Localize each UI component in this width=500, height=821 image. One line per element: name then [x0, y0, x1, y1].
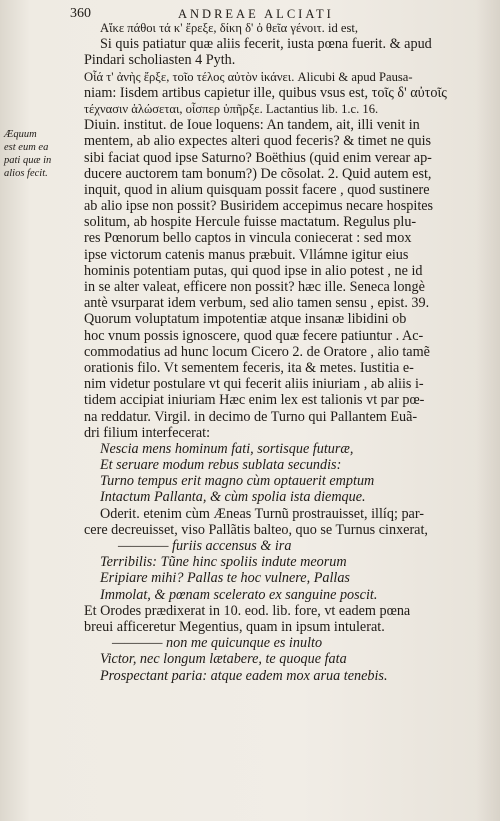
text-line: tidem accipiat iniuriam Hæc enim lex est talionis vt par pœ- [84, 392, 425, 409]
text-line: Et Orodes prædixerat in 10. eod. lib. fore, vt eadem pœna [84, 602, 411, 619]
text-line: Αἴκε πάθοι τά κ' ἔρεξε, δίκη δ' ὀ θεῖα γένοιτ. id est, [100, 21, 359, 35]
text-line: ab alio ipse non possit? Busiridem accepimus necare hospites [84, 198, 434, 215]
text-line: sibi faciat quod ipse Saturno? Boëthius (quid enim verear ap- [84, 149, 432, 166]
margin-note-line: Æquum [4, 129, 37, 140]
text-line: hoc vnum possis ignoscere, quod quæ fecere patiuntur . Ac- [84, 327, 424, 344]
text-line: inquit, quod in alium quisquam possit facere , quod sustinere [84, 181, 430, 198]
margin-note-line: est eum ea [4, 142, 49, 153]
text-line: Diuin. institut. de Ioue loquens: An tandem, ait, illi venit in [84, 117, 420, 134]
margin-note-line: alios fecit. [4, 168, 48, 179]
text-line: dri filium interfecerat: [84, 424, 211, 441]
text-line: Terribilis: Tũne hinc spoliis indute meorum [100, 554, 347, 571]
text-line: ipse victorum catenis manus præbuit. Vllámne igitur eius [84, 246, 409, 263]
text-line: cere decreuisset, viso Pallãtis balteo, quo se Turnus cinxerat, [84, 521, 428, 538]
running-head: ANDREAE ALCIATI [178, 7, 334, 21]
text-line: Pindari scholiasten 4 Pyth. [84, 52, 236, 69]
text-line: in se alter valeat, efficere non possit? hæc ille. Seneca longè [84, 279, 425, 295]
text-block [84, 20, 476, 684]
text-line: Quorum voluptatum impotentiæ atque insanæ libidini ob [84, 311, 407, 328]
text-line: Victor, nec longum lætabere, te quoque fata [100, 651, 347, 668]
text-line: mentem, ab alio expectes alteri quod feceris? & timet ne quis [84, 133, 432, 150]
text-line: Immolat, & pœnam scelerato ex sanguine poscit. [100, 586, 378, 603]
text-line: Et seruare modum rebus sublata secundis: [100, 457, 342, 474]
text-line: Si quis patiatur quæ aliis fecerit, iusta pœna fuerit. & apud [100, 36, 432, 53]
text-line: solitum, ab hospite Hercule fuisse mactatum. Regulus plu- [84, 214, 417, 231]
margin-note-line: pati quæ in [4, 155, 52, 166]
text-line: hominis potentiam putas, qui quod ipse in alio potest , ne id [84, 262, 423, 279]
margin-note [4, 128, 66, 180]
text-line: Turno tempus erit magno cùm optauerit emptum [100, 473, 375, 490]
text-line: Nescia mens hominum fati, sortisque futuræ, [100, 440, 354, 457]
text-line: Eripiare mihi? Pallas te hoc vulnere, Pallas [100, 570, 350, 587]
text-line: τέχνασιν ἁλώσεται, οἷσπερ ὑπῆρξε. Lactantius lib. 1.c. 16. [84, 101, 379, 116]
text-line: Oderit. etenim cùm Æneas Turnũ prostrauisset, illíq; par- [100, 505, 425, 522]
facing-page-bleed [476, 0, 500, 821]
text-line: res Pœnorum bello captos in vincula coniecerat : sed mox [84, 230, 412, 247]
text-line: Prospectant paria: atque eadem mox arua tenebis. [100, 667, 388, 684]
text-line: breui afficeretur Megentius, quam in ipsum intulerat. [84, 618, 385, 635]
text-line: na reddatur. Virgil. in decimo de Turno qui Pallantem Euã- [84, 408, 418, 425]
text-line: commodatius ad hunc locum Cicero 2. de Oratore , alio tamẽ [84, 343, 430, 360]
text-line: antè vsurparat idem verbum, sed alio tamen sensu , epist. 39. [84, 295, 430, 312]
text-line: ———— furiis accensus & ira [118, 538, 292, 554]
text-line: ———— non me quicunque es inulto [112, 635, 323, 652]
text-line: Οἷά τ' ἀνὴς ἔρξε, τοῖο τέλος αὐτὸν ἱκάνει. Alicubi & apud Pausa- [84, 69, 413, 84]
page-number: 360 [70, 6, 91, 21]
text-line: Intactum Pallanta, & cùm spolia ista diemque. [100, 489, 366, 506]
text-line: niam: Iisdem artibus capietur ille, quibus vsus est, τοῖς δ' αὐτοῖς [84, 84, 447, 101]
text-line: orationis filo. Vt sementem feceris, ita & metes. Iustitia e- [84, 359, 414, 376]
text-line: ducere auctorem tam bonum?) De cõsolat. 2. Quid autem est, [84, 165, 432, 182]
text-line: nim videtur postulare vt qui fecerit aliis iniuriam , ab aliis i- [84, 376, 424, 393]
